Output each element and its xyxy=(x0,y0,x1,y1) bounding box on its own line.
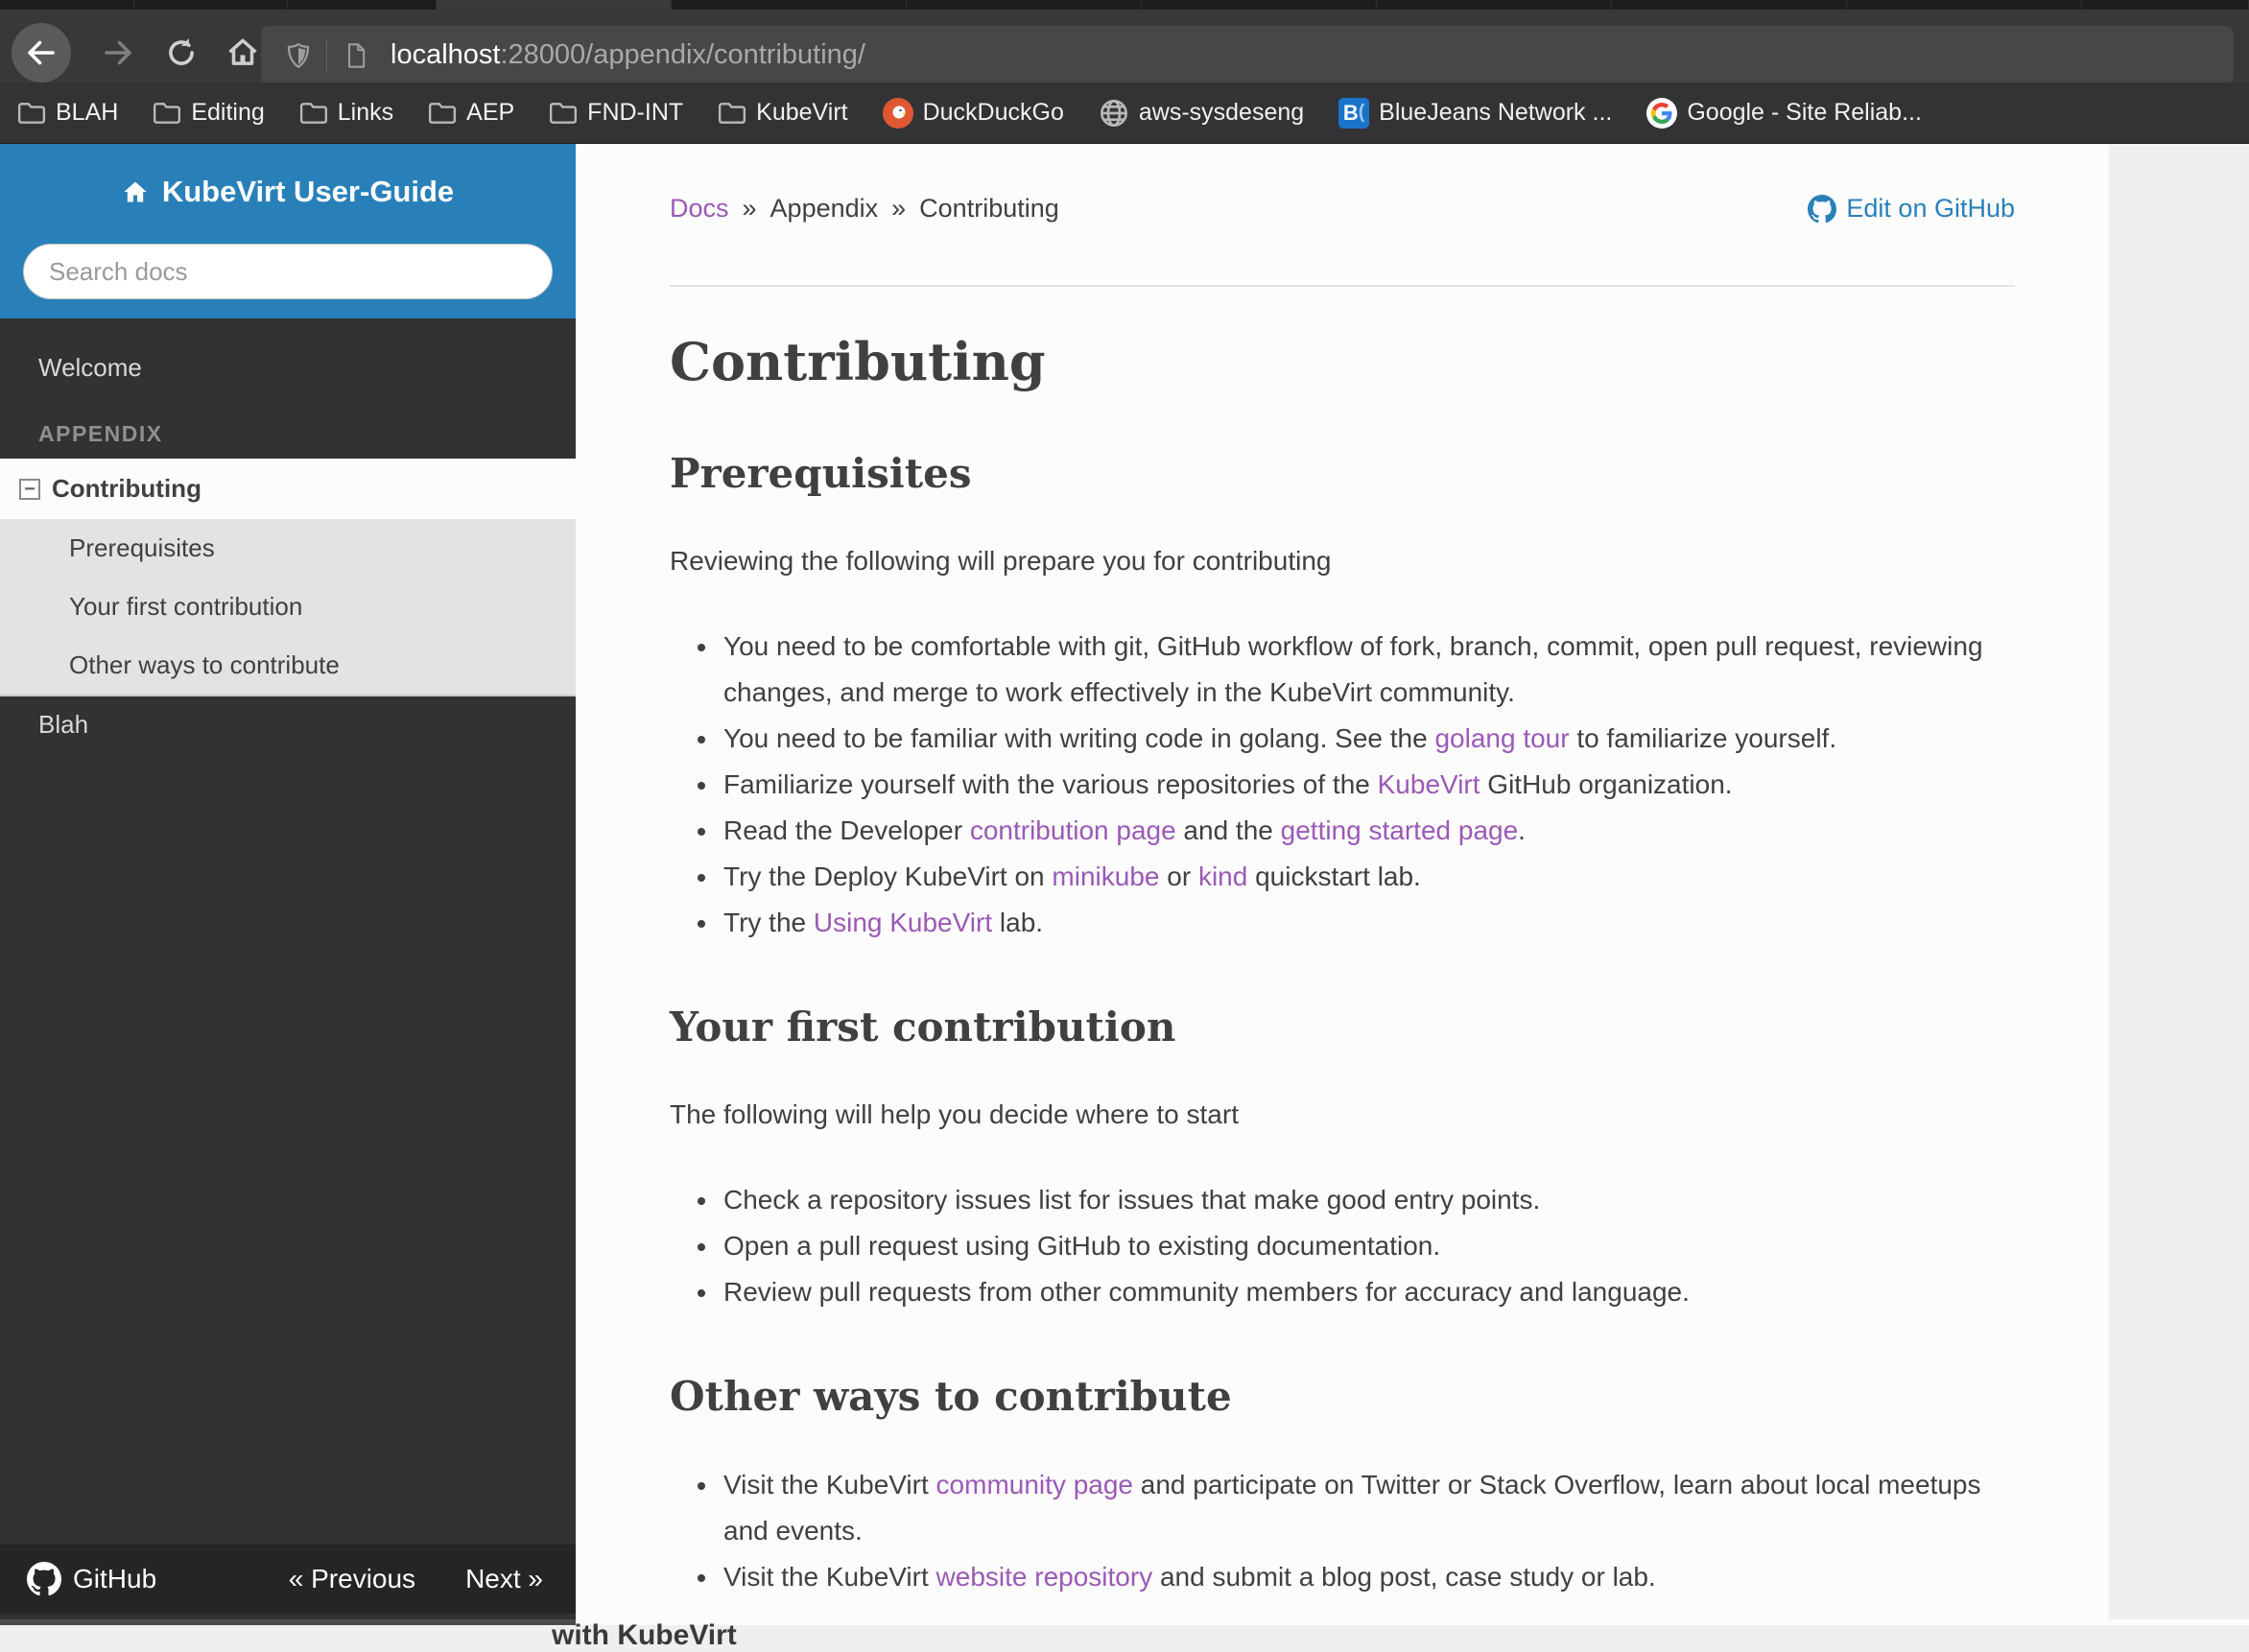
active-tab[interactable] xyxy=(437,0,672,10)
bullet-list-prerequisites xyxy=(670,624,2015,946)
home-icon xyxy=(225,35,261,71)
bookmarks-bar xyxy=(0,83,2249,144)
sidebar-item-prerequisites[interactable]: Prerequisites xyxy=(69,533,215,562)
bookmark-folder-links[interactable] xyxy=(299,99,393,127)
text-segment: and submit a blog post, case study or lab. xyxy=(1152,1562,1656,1592)
list-item xyxy=(720,1223,2015,1269)
section-intro: Reviewing the following will prepare you for contributing xyxy=(670,546,1332,576)
sidebar-item-other-ways-to-contribute[interactable]: Other ways to contribute xyxy=(69,650,340,679)
text-segment: Visit the KubeVirt xyxy=(723,1562,936,1592)
bookmark-label: Google - Site Reliab... xyxy=(1687,99,1922,126)
bookmark-label: DuckDuckGo xyxy=(922,99,1064,126)
bookmark-aws-sysdeseng[interactable] xyxy=(1099,98,1304,129)
breadcrumb-separator: » xyxy=(891,194,907,223)
sidebar-subsection xyxy=(0,519,576,696)
text-segment: Try the Deploy KubeVirt on xyxy=(723,861,1053,891)
folder-icon xyxy=(718,101,746,126)
bookmark-google[interactable] xyxy=(1646,98,1922,129)
list-item xyxy=(720,1269,2015,1315)
page-info-icon[interactable] xyxy=(343,40,369,71)
text-segment: Familiarize yourself with the various repositories of the xyxy=(723,769,1378,799)
browser-toolbar xyxy=(0,10,2249,83)
bookmark-folder-kubevirt[interactable] xyxy=(718,99,847,127)
list-item xyxy=(720,900,2015,946)
reload-icon xyxy=(163,35,200,71)
background-tab[interactable] xyxy=(672,0,907,10)
list-item xyxy=(720,716,2015,762)
site-title-label: KubeVirt User-Guide xyxy=(161,175,455,208)
folder-icon xyxy=(17,101,46,126)
tab-strip xyxy=(0,0,2249,10)
text-segment: Review pull requests from other community members for accuracy and language. xyxy=(723,1277,1690,1307)
sidebar-footer xyxy=(0,1545,576,1614)
folder-icon xyxy=(549,101,578,126)
content-link[interactable]: contribution page xyxy=(969,815,1176,845)
forward-button[interactable] xyxy=(88,23,148,83)
previous-page-button[interactable]: « Previous xyxy=(288,1564,416,1593)
text-segment: and participate on Twitter or Stack Overflow, learn about local meetups and events. xyxy=(723,1470,1981,1546)
text-segment: quickstart lab. xyxy=(1247,861,1421,891)
github-link[interactable] xyxy=(27,1562,156,1596)
bookmark-folder-aep[interactable] xyxy=(428,99,514,127)
text-segment: GitHub organization. xyxy=(1480,769,1733,799)
sidebar xyxy=(0,144,576,1619)
google-icon xyxy=(1646,98,1677,129)
bookmark-label: BLAH xyxy=(56,99,119,126)
text-segment: Visit the KubeVirt xyxy=(723,1470,936,1499)
sidebar-header xyxy=(0,144,576,319)
background-tab[interactable] xyxy=(1847,0,2082,10)
home-icon xyxy=(122,178,149,205)
github-icon xyxy=(1808,195,1836,224)
tracking-protection-shield-icon[interactable] xyxy=(284,39,313,72)
breadcrumb-docs-link[interactable]: Docs xyxy=(670,194,729,223)
background-tab[interactable] xyxy=(1142,0,1377,10)
section-heading-prerequisites: Prerequisites xyxy=(670,450,972,497)
background-tab[interactable] xyxy=(134,0,288,10)
list-item xyxy=(720,1462,2015,1554)
search-input[interactable] xyxy=(23,244,553,299)
text-segment: to familiarize yourself. xyxy=(1569,723,1837,753)
bookmark-folder-fnd-int[interactable] xyxy=(549,99,683,127)
background-tab[interactable] xyxy=(907,0,1142,10)
duckduckgo-icon xyxy=(883,98,913,129)
breadcrumb-divider xyxy=(670,285,2015,287)
section-intro: The following will help you decide where to start xyxy=(670,1099,1239,1129)
forward-arrow-icon xyxy=(101,35,135,70)
content-link[interactable]: website repository xyxy=(935,1562,1153,1592)
list-item xyxy=(720,808,2015,854)
section-heading-other-ways: Other ways to contribute xyxy=(670,1373,1232,1420)
url-host: localhost xyxy=(391,39,501,70)
text-segment: Try the xyxy=(723,908,814,937)
bookmark-label: FND-INT xyxy=(587,99,684,126)
main-content xyxy=(576,144,2109,1619)
bookmark-folder-blah[interactable] xyxy=(17,99,118,127)
content-link[interactable]: minikube xyxy=(1052,861,1160,891)
content-link[interactable]: community page xyxy=(935,1470,1133,1499)
sidebar-item-blah[interactable]: Blah xyxy=(38,710,89,739)
folder-icon xyxy=(299,101,328,126)
text-segment: Check a repository issues list for issues that make good entry points. xyxy=(723,1185,1541,1215)
github-link-label: GitHub xyxy=(73,1564,157,1593)
breadcrumb-separator: » xyxy=(742,194,757,223)
url-bar[interactable] xyxy=(261,26,2234,84)
reload-button[interactable] xyxy=(152,23,211,83)
bullet-list-other-ways xyxy=(670,1462,2015,1600)
bookmark-label: AEP xyxy=(466,99,515,126)
text-segment: . xyxy=(1518,815,1526,845)
list-item xyxy=(720,1177,2015,1223)
bookmark-duckduckgo[interactable] xyxy=(883,98,1064,129)
background-tab[interactable] xyxy=(288,0,437,10)
content-link[interactable]: golang tour xyxy=(1434,723,1570,753)
background-window-sliver xyxy=(0,1619,2249,1651)
folder-icon xyxy=(428,101,457,126)
site-title[interactable] xyxy=(0,144,576,209)
github-icon xyxy=(27,1562,61,1596)
back-arrow-icon xyxy=(24,35,59,70)
bookmark-folder-editing[interactable] xyxy=(153,99,264,127)
page-title: Contributing xyxy=(670,331,1046,392)
breadcrumb-section: Appendix xyxy=(769,194,879,223)
text-segment: lab. xyxy=(992,908,1044,937)
background-tab[interactable] xyxy=(1612,0,1847,10)
background-window-sliver-left xyxy=(0,1619,576,1625)
background-tab[interactable] xyxy=(2082,0,2249,10)
background-window-sliver-right xyxy=(576,1619,2249,1625)
back-button[interactable] xyxy=(12,23,71,83)
text-segment: Open a pull request using GitHub to existing documentation. xyxy=(723,1231,1441,1261)
bookmark-label: BlueJeans Network ... xyxy=(1379,99,1613,126)
bookmark-label: aws-sysdeseng xyxy=(1138,99,1305,126)
content-link[interactable]: kind xyxy=(1197,861,1248,891)
background-tab[interactable] xyxy=(0,0,134,10)
edit-on-github-label: Edit on GitHub xyxy=(1846,194,2015,223)
text-segment: and the xyxy=(1175,815,1281,845)
content-link[interactable]: KubeVirt xyxy=(1377,769,1480,799)
background-window-text: with KubeVirt xyxy=(552,1619,737,1651)
browser-chrome xyxy=(0,0,2249,144)
urlbar-divider xyxy=(326,39,327,72)
url-path: :28000/appendix/contributing/ xyxy=(500,39,865,70)
text-segment: You need to be comfortable with git, GitHub workflow of fork, branch, commit, open pull request, reviewing changes, and merge to work effectively in the KubeVirt community. xyxy=(723,631,1983,707)
background-tab[interactable] xyxy=(1377,0,1612,10)
content-link[interactable]: Using KubeVirt xyxy=(813,908,993,937)
sidebar-nav xyxy=(0,319,576,753)
sidebar-item-contributing-current[interactable] xyxy=(0,459,576,519)
next-page-button[interactable]: Next » xyxy=(465,1564,543,1593)
edit-on-github-link[interactable] xyxy=(1808,194,2015,224)
breadcrumb xyxy=(670,144,2015,224)
content-link[interactable]: getting started page xyxy=(1280,815,1519,845)
list-item xyxy=(720,1554,2015,1600)
bluejeans-icon: B ( xyxy=(1338,98,1369,129)
collapse-toggle-icon[interactable]: − xyxy=(19,479,40,500)
section-heading-your-first-contribution: Your first contribution xyxy=(670,1003,1176,1050)
folder-icon xyxy=(153,101,181,126)
list-item xyxy=(720,762,2015,808)
bookmark-bluejeans[interactable] xyxy=(1338,98,1612,129)
sidebar-item-label: Contributing xyxy=(52,474,201,503)
breadcrumb-page: Contributing xyxy=(919,194,1059,223)
bullet-list-first-contribution xyxy=(670,1177,2015,1315)
bookmark-label: Editing xyxy=(191,99,265,126)
sidebar-item-your-first-contribution[interactable]: Your first contribution xyxy=(69,592,303,621)
text-segment: You need to be familiar with writing code in golang. See the xyxy=(723,723,1435,753)
sidebar-caption-appendix: APPENDIX xyxy=(38,421,163,446)
list-item xyxy=(720,624,2015,716)
text-segment: or xyxy=(1159,861,1198,891)
text-segment: Read the Developer xyxy=(723,815,970,845)
globe-icon xyxy=(1099,98,1129,129)
bookmark-label: KubeVirt xyxy=(756,99,848,126)
sidebar-item-welcome[interactable]: Welcome xyxy=(38,353,142,382)
bookmark-label: Links xyxy=(337,99,394,126)
url-text[interactable] xyxy=(391,39,865,71)
list-item xyxy=(720,854,2015,900)
page-viewport xyxy=(0,144,2249,1619)
